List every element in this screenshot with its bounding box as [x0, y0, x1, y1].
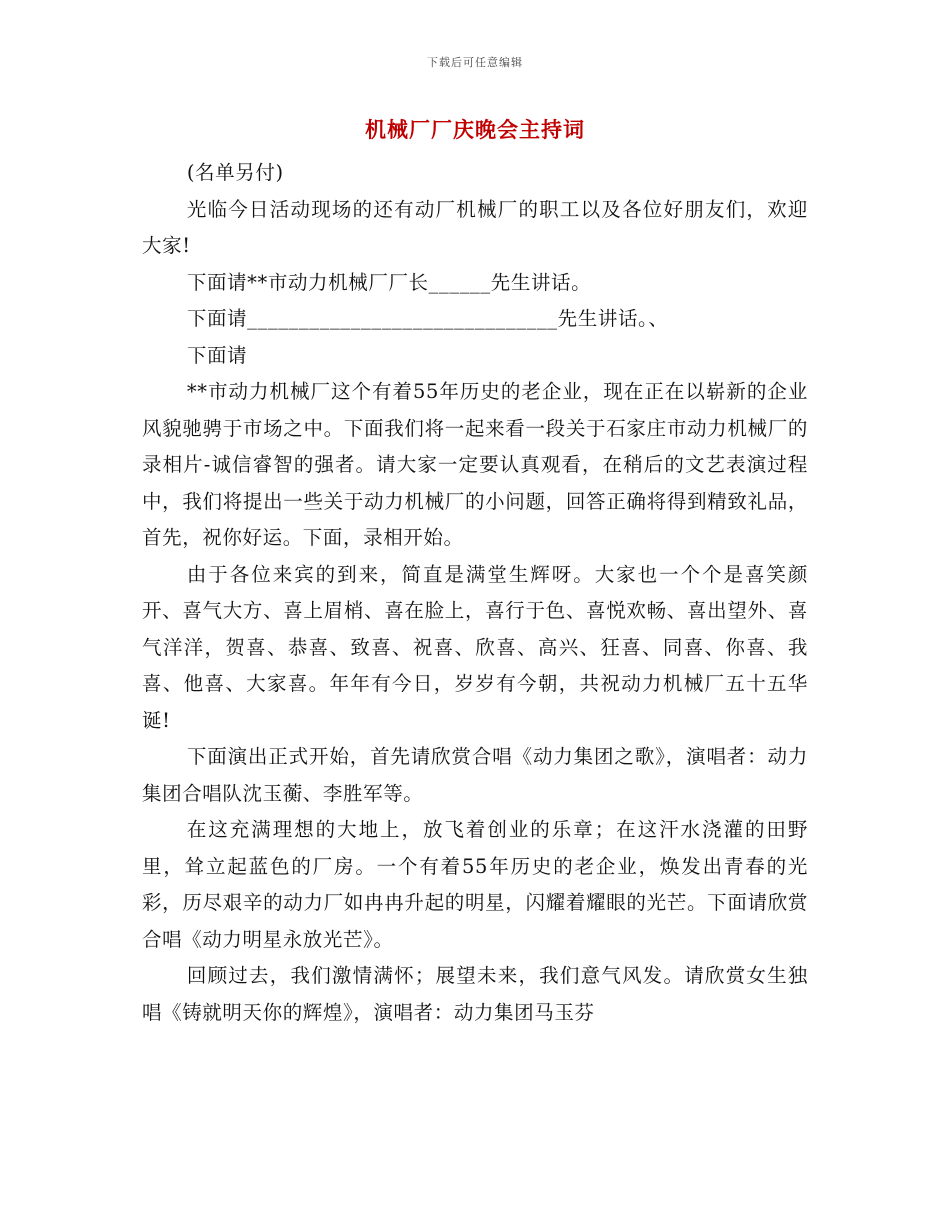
- paragraph: **市动力机械厂这个有着55年历史的老企业，现在正在以崭新的企业风貌驰骋于市场之中。下面我们将一起来看一段关于石家庄市动力机械厂的录相片-诚信睿智的强者。请大家一定要认真观看，在稍后的文艺表演过程中，我们将提出一些关于动力机械厂的小问题，回答正确将得到精致礼品，首先，祝你好运。下面，录相开始。: [142, 380, 808, 549]
- paragraph: 下面请: [186, 343, 248, 367]
- paragraph: (名单另付): [186, 161, 284, 184]
- paragraph: 下面请______________________________先生讲话。、: [186, 307, 669, 330]
- paragraph: 光临今日活动现场的还有动厂机械厂的职工以及各位好朋友们，欢迎大家!: [142, 197, 808, 257]
- paragraph: 在这充满理想的大地上，放飞着创业的乐章；在这汗水浇灌的田野里，耸立起蓝色的厂房。一个有着55年历史的老企业，焕发出青春的光彩，历尽艰辛的动力厂如冉冉升起的明星，闪耀着耀眼的光芒。下面请欣赏合唱《动力明星永放光芒》。: [142, 818, 808, 951]
- paragraph: 回顾过去，我们激情满怀；展望未来，我们意气风发。请欣赏女生独唱《铸就明天你的辉煌》，演唱者：动力集团马玉芬: [142, 964, 808, 1024]
- paragraph: 下面演出正式开始，首先请欣赏合唱《动力集团之歌》，演唱者：动力集团合唱队沈玉蘅、李胜军等。: [142, 745, 808, 805]
- paragraph: 下面请**市动力机械厂厂长______先生讲话。: [186, 270, 592, 294]
- document-body: [142, 155, 808, 1031]
- paragraph: 由于各位来宾的到来，简直是满堂生辉呀。大家也一个个是喜笑颜开、喜气大方、喜上眉梢、喜在脸上，喜行于色、喜悦欢畅、喜出望外、喜气洋洋，贺喜、恭喜、致喜、祝喜、欣喜、高兴、狂喜、同喜、你喜、我喜、他喜、大家喜。年年有今日，岁岁有今朝，共祝动力机械厂五十五华诞!: [142, 562, 808, 732]
- document-title: 机械厂厂庆晚会主持词: [365, 118, 585, 142]
- page-header-note: 下载后可任意编辑: [427, 56, 523, 69]
